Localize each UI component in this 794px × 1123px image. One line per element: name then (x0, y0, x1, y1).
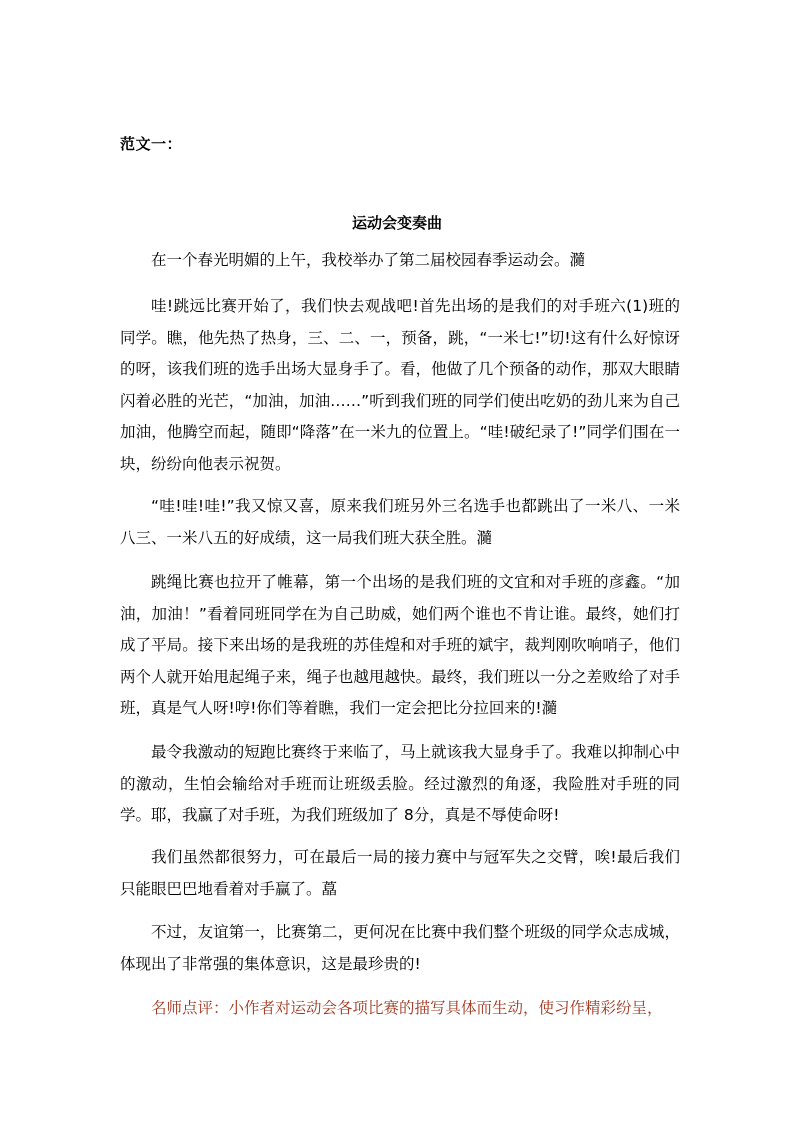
teacher-comment: 名师点评：小作者对运动会各项比赛的描写具体而生动，使习作精彩纷呈， (151, 999, 663, 1017)
paragraph-1 (120, 245, 680, 277)
paragraph-1-text: 在一个春光明媚的上午，我校举办了第二届校园春季运动会。 (151, 251, 570, 269)
paragraph-mark-4: 藠 (321, 879, 338, 898)
paragraph-6 (120, 842, 680, 905)
paragraph-6-text: 我们虽然都很努力，可在最后一局的接力赛中与冠军失之交臂，唉!最后我们只能眼巴巴地看着对手赢了。 (120, 848, 680, 898)
section-label: 范文一： (120, 135, 183, 153)
paragraph-7: 不过，友谊第一，比赛第二，更何况在比赛中我们整个班级的同学众志成城，体现出了非常强的集体意识，这是最珍贵的! (120, 923, 680, 973)
paragraph-5: 最令我激动的短跑比赛终于来临了，马上就该我大显身手了。我难以抑制心中的激动，生怕会输给对手班而让班级丢脸。经过激烈的角逐，我险胜对手班的同学。耶，我赢了对手班，为我们班级加了 8分，真是不辱使命呀! (120, 743, 680, 824)
paragraph-mark-3: 瀡 (541, 699, 558, 717)
paragraph-mark-2: 瀡 (476, 528, 493, 547)
paragraph-3 (120, 491, 680, 554)
paragraph-4-text: 跳绳比赛也拉开了帷幕，第一个出场的是我们班的文宜和对手班的彦鑫。“加油，加油！”看着同班同学在为自己助威，她们两个谁也不肯让谁。最终，她们打成了平局。接下来出场的是我班的苏佳煌和对手班的斌宇，裁判刚吹响哨子，他们两个人就开始甩起绳子来，绳子也越甩越快。最终，我们班以一分之差败给了对手班，真是气人呀!哼!你们等着瞧，我们一定会把比分拉回来的! (120, 573, 680, 717)
paragraph-mark-1: 瀡 (569, 251, 586, 269)
paragraph-4 (120, 567, 680, 725)
paragraph-2: 哇!跳远比赛开始了，我们快去观战吧!首先出场的是我们的对手班六(1)班的同学。瞧，他先热了热身，三、二、一，预备，跳，“一米七!”切!这有什么好惊讶的呀，该我们班的选手出场大显身手了。看，他做了几个预备的动作，那双大眼睛闪着必胜的光芒，“加油，加油……”听到我们班的同学们使出吃奶的劲儿来为自己加油，他腾空而起，随即“降落”在一米九的位置上。“哇!破纪录了!”同学们围在一块，纷纷向他表示祝贺。 (120, 297, 680, 473)
paragraph-3-text: “哇!哇!哇!”我又惊又喜，原来我们班另外三名选手也都跳出了一米八、一米八三、一米八五的好成绩，这一局我们班大获全胜。 (120, 497, 680, 547)
essay-title: 运动会变奏曲 (351, 214, 442, 232)
